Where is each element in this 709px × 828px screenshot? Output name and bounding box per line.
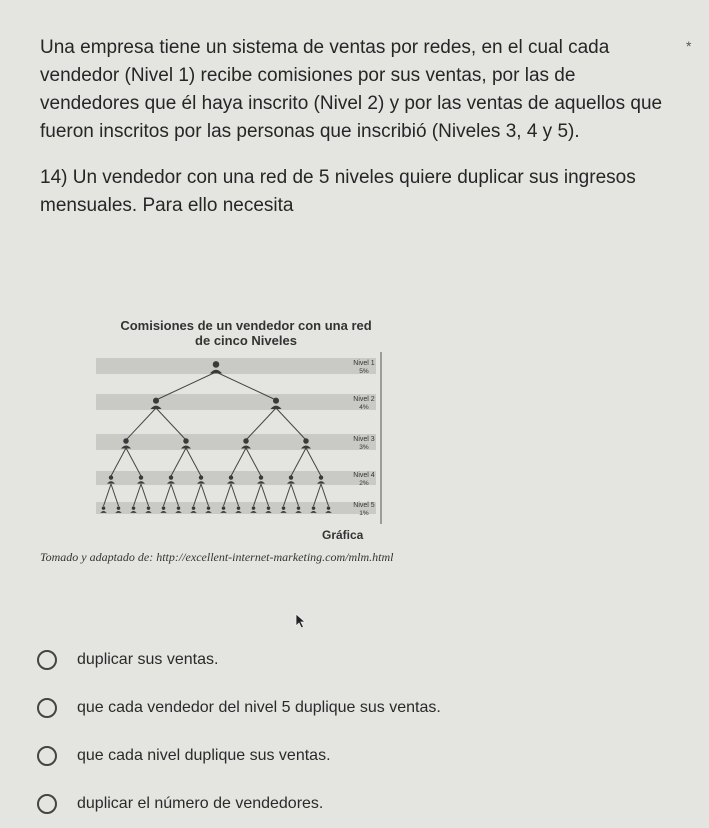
person-icon — [183, 438, 189, 444]
person-icon — [123, 438, 129, 444]
level-name: Nivel 5 — [353, 502, 375, 509]
person-icon — [282, 506, 286, 510]
level-name: Nivel 1 — [353, 360, 375, 367]
figure-title — [96, 318, 396, 348]
level-percent: 2% — [359, 480, 369, 487]
level-percent: 1% — [359, 510, 369, 517]
person-icon — [213, 361, 220, 368]
level-band — [96, 358, 376, 374]
person-icon — [273, 398, 279, 404]
figure-source: Tomado y adaptado de: http://excellent-internet-marketing.com/mlm.html — [40, 550, 394, 564]
person-icon — [207, 506, 211, 510]
person-icon — [222, 506, 226, 510]
network-tree-diagram — [96, 352, 396, 528]
option-c[interactable] — [30, 732, 670, 780]
radio-button[interactable] — [37, 746, 57, 766]
person-icon — [319, 475, 323, 479]
person-icon — [169, 475, 173, 479]
person-icon — [237, 506, 241, 510]
question-line: vendedores que él haya inscrito (Nivel 2) y por las ventas de aquellos que — [40, 93, 663, 114]
person-icon — [252, 506, 256, 510]
person-icon — [132, 506, 136, 510]
level-name: Nivel 2 — [353, 396, 375, 403]
person-icon — [243, 438, 249, 444]
question-line: vendedor (Nivel 1) recibe comisiones por sus ventas, por las de — [40, 65, 576, 86]
person-icon — [153, 398, 159, 404]
question-line: Una empresa tiene un sistema de ventas por redes, en el cual cada — [40, 37, 610, 58]
person-icon — [327, 506, 331, 510]
person-icon — [289, 475, 293, 479]
level-percent: 3% — [359, 444, 369, 451]
option-b[interactable] — [30, 684, 670, 732]
option-a[interactable] — [30, 636, 670, 684]
person-icon — [139, 475, 143, 479]
option-label: que cada nivel duplique sus ventas. — [77, 747, 331, 764]
person-icon — [162, 506, 166, 510]
option-label: duplicar el número de vendedores. — [77, 795, 324, 812]
person-icon — [192, 506, 196, 510]
figure-title-line: de cinco Niveles — [195, 333, 297, 348]
person-icon — [229, 475, 233, 479]
level-band — [96, 434, 376, 450]
person-icon — [177, 506, 181, 510]
question-intro — [40, 34, 680, 146]
question-prompt — [40, 164, 680, 220]
person-icon — [312, 506, 316, 510]
person-icon — [102, 506, 106, 510]
option-label: duplicar sus ventas. — [77, 651, 219, 668]
option-d[interactable] — [30, 780, 670, 828]
level-name: Nivel 3 — [353, 436, 375, 443]
person-icon — [303, 438, 309, 444]
prompt-line: mensuales. Para ello necesita — [40, 195, 294, 216]
commission-figure — [96, 318, 396, 548]
person-icon — [267, 506, 271, 510]
person-icon — [199, 475, 203, 479]
level-band — [96, 394, 376, 410]
figure-title-line: Comisiones de un vendedor con una red — [120, 318, 372, 333]
level-percent: 5% — [359, 368, 369, 375]
radio-button[interactable] — [37, 698, 57, 718]
radio-button[interactable] — [37, 650, 57, 670]
figure-caption: Gráfica — [322, 528, 364, 542]
person-icon — [297, 506, 301, 510]
level-name: Nivel 4 — [353, 472, 375, 479]
option-label: que cada vendedor del nivel 5 duplique sus ventas. — [77, 699, 441, 716]
mouse-cursor-icon — [295, 613, 307, 629]
level-percent: 4% — [359, 404, 369, 411]
required-mark: * — [686, 38, 692, 54]
person-icon — [259, 475, 263, 479]
radio-button[interactable] — [37, 794, 57, 814]
prompt-line: 14) Un vendedor con una red de 5 niveles quiere duplicar sus ingresos — [40, 167, 636, 188]
person-icon — [109, 475, 113, 479]
person-icon — [117, 506, 121, 510]
question-line: fueron inscritos por las personas que inscribió (Niveles 3, 4 y 5). — [40, 121, 580, 142]
answer-options — [30, 636, 670, 828]
person-icon — [147, 506, 151, 510]
